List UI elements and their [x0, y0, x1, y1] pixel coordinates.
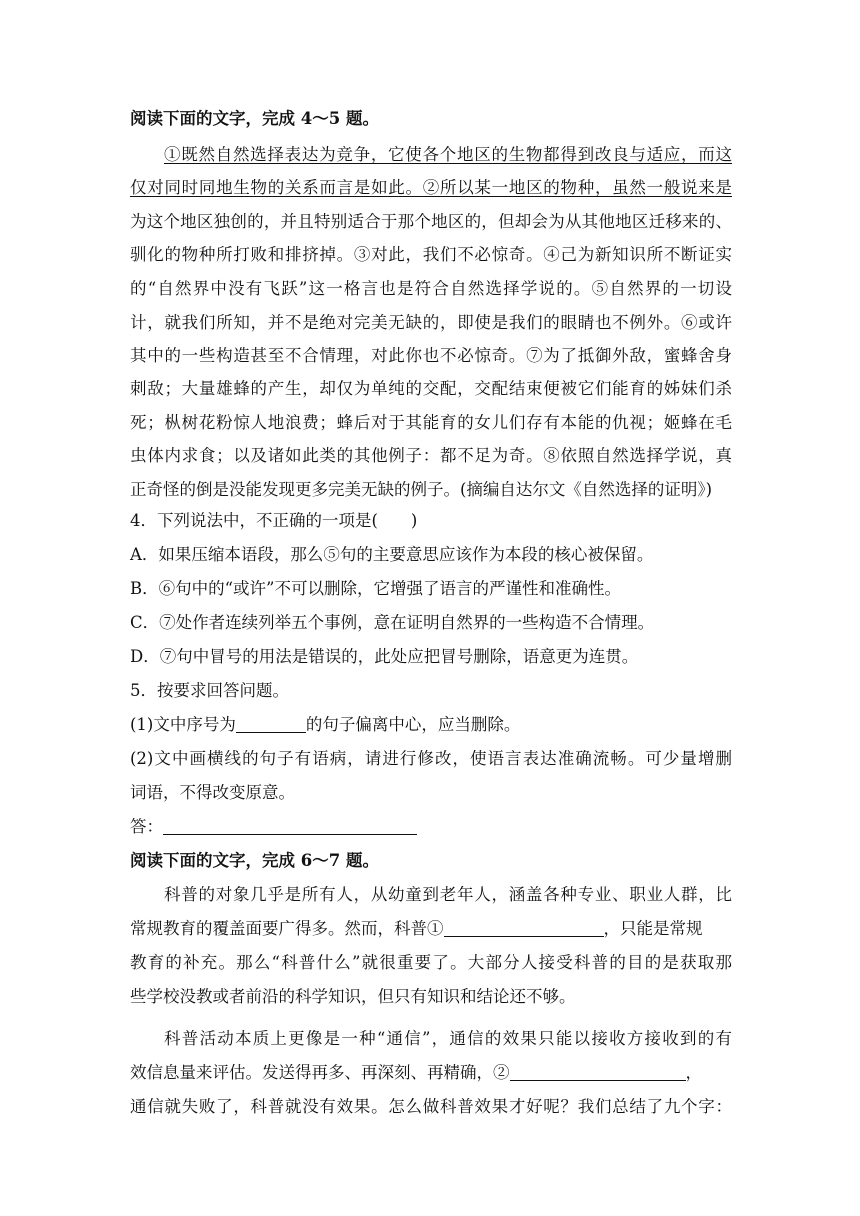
answer-blank-sub2[interactable]: [163, 818, 417, 835]
section-heading-4-5: 阅读下面的文字，完成 4～5 题。: [130, 109, 379, 128]
passage2-p1-line3: 教育的补充。那么“科普什么”就很重要了。大部分人接受科普的目的是获取那: [130, 953, 732, 972]
passage2-p1-line2: [130, 918, 732, 940]
p1-line2-after: ，只能是常规: [603, 919, 703, 938]
passage2-p1-line1: 科普的对象几乎是所有人，从幼童到老年人，涵盖各种专业、职业人群，比: [164, 885, 732, 904]
p2-line2-after: ，: [685, 1063, 702, 1082]
passage-line: 死；枞树花粉惊人地浪费；蜂后对于其能育的女儿们存有本能的仇视；姬蜂在毛: [130, 413, 732, 432]
question-5-sub2-line2: 词语，不得改变原意。: [130, 783, 295, 802]
passage-line: 刺敌；大量雄蜂的产生，却仅为单纯的交配，交配结束便被它们能育的姊妹们杀: [130, 379, 732, 398]
p2-line2-before: 效信息量来评估。发送得再多、再深刻、再精确，②: [130, 1063, 510, 1082]
question-4-option-c: C．⑦处作者连续列举五个事例，意在证明自然界的一些构造不合情理。: [130, 613, 655, 632]
question-4-option-a: A．如果压缩本语段，那么⑤句的主要意思应该作为本段的核心被保留。: [130, 545, 654, 564]
question-4-option-d: D．⑦句中冒号的用法是错误的，此处应把冒号删除，语意更为连贯。: [130, 647, 639, 666]
section-heading-6-7: 阅读下面的文字，完成 6～7 题。: [130, 851, 379, 870]
passage2-p2-line3: 通信就失败了，科普就没有效果。怎么做科普效果才好呢？我们总结了九个字：: [130, 1097, 732, 1116]
sub1-text-before: (1)文中序号为: [130, 715, 236, 734]
answer-line: [130, 816, 732, 838]
answer-blank-sub1[interactable]: [236, 716, 306, 733]
passage2-p2-line2: [130, 1062, 732, 1084]
passage-line: 其中的一些构造甚至不合情理，对此你也不必惊奇。⑦为了抵御外敌，蜜蜂舍身: [130, 346, 732, 365]
answer-label: 答：: [130, 817, 163, 836]
passage-line: 为这个地区独创的，并且特别适合于那个地区的，但却会为从其他地区迁移来的、: [130, 212, 732, 231]
passage2-p1-line4: 些学校没教或者前沿的科学知识，但只有知识和结论还不够。: [130, 987, 576, 1006]
question-4-stem: 4．下列说法中，不正确的一项是( ): [130, 511, 418, 530]
question-4-option-b: B．⑥句中的“或许”不可以删除，它增强了语言的严谨性和准确性。: [130, 579, 621, 598]
passage-line: 仅对同时同地生物的关系而言是如此。②所以某一地区的物种，虽然一般说来是: [130, 178, 732, 197]
passage-line: 正奇怪的倒是没能发现更多完美无缺的例子。(摘编自达尔文《自然选择的证明》): [130, 480, 713, 499]
question-5-sub2-line1: (2)文中画横线的句子有语病，请进行修改，使语言表达准确流畅。可少量增删: [130, 749, 732, 768]
sub1-text-after: 的句子偏离中心，应当删除。: [305, 715, 521, 734]
fill-blank-2[interactable]: [510, 1064, 686, 1081]
passage-line: 虫体内求食；以及诸如此类的其他例子：都不足为奇。⑧依照自然选择学说，真: [130, 446, 732, 465]
passage-line: ①既然自然选择表达为竞争，它使各个地区的生物都得到改良与适应，而这: [164, 145, 732, 164]
passage2-p2-line1: 科普活动本质上更像是一种“通信”，通信的效果只能以接收方接收到的有: [164, 1029, 732, 1048]
passage-line: 驯化的物种所打败和排挤掉。③对此，我们不必惊奇。④己为新知识所不断证实: [130, 245, 732, 264]
question-5-stem: 5．按要求回答问题。: [130, 681, 289, 700]
passage-line: 的“自然界中没有飞跃”这一格言也是符合自然选择学说的。⑤自然界的一切设: [130, 279, 732, 298]
question-5-sub1: [130, 714, 732, 736]
passage-line: 计，就我们所知，并不是绝对完美无缺的，即使是我们的眼睛也不例外。⑥或许: [130, 313, 732, 332]
p1-line2-before: 常规教育的覆盖面要广得多。然而，科普①: [130, 919, 444, 938]
fill-blank-1[interactable]: [444, 920, 604, 937]
